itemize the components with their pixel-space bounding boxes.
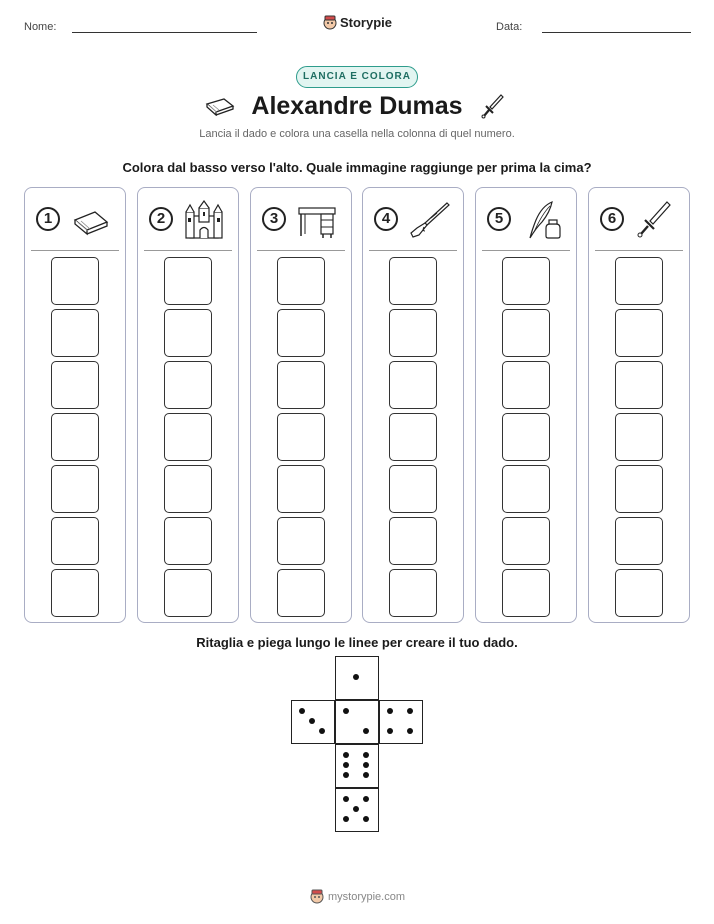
color-box[interactable] — [51, 413, 99, 461]
die-pip — [353, 674, 359, 680]
die-pip — [387, 708, 393, 714]
color-box[interactable] — [277, 361, 325, 409]
column-6 — [588, 187, 690, 623]
color-box[interactable] — [615, 517, 663, 565]
subtitle: Lancia il dado e colora una casella nella colonna di quel numero. — [199, 128, 515, 140]
color-box[interactable] — [502, 569, 550, 617]
column-number: 5 — [487, 207, 511, 231]
color-box[interactable] — [615, 309, 663, 357]
quill-ink-icon — [520, 200, 564, 240]
die-pip — [343, 762, 349, 768]
color-box[interactable] — [502, 517, 550, 565]
color-box[interactable] — [615, 465, 663, 513]
color-box[interactable] — [389, 413, 437, 461]
color-box[interactable] — [164, 257, 212, 305]
color-box[interactable] — [615, 569, 663, 617]
color-box[interactable] — [51, 257, 99, 305]
brand-name: Storypie — [339, 15, 392, 30]
color-box[interactable] — [164, 413, 212, 461]
die-face-6 — [335, 744, 379, 788]
castle-icon — [182, 200, 226, 240]
column-divider — [369, 250, 457, 251]
color-box[interactable] — [389, 517, 437, 565]
color-box[interactable] — [389, 569, 437, 617]
footer-url[interactable]: mystorypie.com — [327, 891, 406, 903]
color-box[interactable] — [277, 517, 325, 565]
column-4 — [362, 187, 464, 623]
column-number: 1 — [36, 207, 60, 231]
date-line[interactable] — [542, 32, 691, 33]
column-number: 4 — [374, 207, 398, 231]
column-number: 3 — [262, 207, 286, 231]
die-pip — [343, 772, 349, 778]
color-box[interactable] — [164, 569, 212, 617]
color-box[interactable] — [389, 257, 437, 305]
die-pip — [363, 728, 369, 734]
color-box[interactable] — [277, 309, 325, 357]
color-box[interactable] — [51, 517, 99, 565]
die-pip — [353, 806, 359, 812]
column-divider — [595, 250, 683, 251]
color-box[interactable] — [615, 361, 663, 409]
activity-badge: LANCIA E COLORA — [296, 66, 418, 88]
color-box[interactable] — [389, 361, 437, 409]
coloring-instruction: Colora dal basso verso l'alto. Quale immagine raggiunge per prima la cima? — [122, 160, 592, 175]
color-box[interactable] — [51, 361, 99, 409]
column-divider — [257, 250, 345, 251]
column-2 — [137, 187, 239, 623]
color-box[interactable] — [615, 413, 663, 461]
color-box[interactable] — [277, 465, 325, 513]
die-face-5 — [335, 788, 379, 832]
die-pip — [363, 762, 369, 768]
sword-icon — [633, 200, 677, 240]
die-face-2 — [335, 700, 379, 744]
die-pip — [387, 728, 393, 734]
die-pip — [363, 752, 369, 758]
storypie-mascot-icon — [322, 14, 338, 30]
cut-instruction: Ritaglia e piega lungo le linee per creare il tuo dado. — [196, 635, 518, 650]
column-3 — [250, 187, 352, 623]
column-number: 2 — [149, 207, 173, 231]
color-box[interactable] — [615, 257, 663, 305]
color-box[interactable] — [277, 569, 325, 617]
die-pip — [343, 752, 349, 758]
color-box[interactable] — [502, 465, 550, 513]
color-box[interactable] — [164, 465, 212, 513]
column-divider — [31, 250, 119, 251]
footer — [0, 888, 714, 904]
column-divider — [144, 250, 232, 251]
die-pip — [299, 708, 305, 714]
musket-icon — [407, 200, 451, 240]
name-line[interactable] — [72, 32, 257, 33]
die-face-3 — [291, 700, 335, 744]
die-face-1 — [335, 656, 379, 700]
page-title: Alexandre Dumas — [251, 92, 463, 120]
die-pip — [319, 728, 325, 734]
color-box[interactable] — [502, 309, 550, 357]
color-box[interactable] — [502, 413, 550, 461]
die-pip — [407, 708, 413, 714]
die-pip — [363, 816, 369, 822]
column-number: 6 — [600, 207, 624, 231]
die-pip — [363, 772, 369, 778]
color-box[interactable] — [51, 465, 99, 513]
die-pip — [363, 796, 369, 802]
column-1 — [24, 187, 126, 623]
color-box[interactable] — [277, 413, 325, 461]
column-5 — [475, 187, 577, 623]
die-pip — [309, 718, 315, 724]
color-box[interactable] — [502, 257, 550, 305]
brand-logo — [0, 14, 714, 30]
die-pip — [407, 728, 413, 734]
name-label: Nome: — [24, 21, 57, 33]
die-pip — [343, 708, 349, 714]
sword-icon — [480, 92, 506, 122]
color-box[interactable] — [502, 361, 550, 409]
color-box[interactable] — [51, 569, 99, 617]
column-divider — [482, 250, 570, 251]
die-face-4 — [379, 700, 423, 744]
color-box[interactable] — [389, 465, 437, 513]
storypie-mascot-icon — [309, 888, 325, 904]
color-box[interactable] — [277, 257, 325, 305]
desk-icon — [295, 200, 339, 240]
date-label: Data: — [496, 21, 523, 33]
color-box[interactable] — [164, 361, 212, 409]
color-box[interactable] — [51, 309, 99, 357]
color-box[interactable] — [389, 309, 437, 357]
book-icon — [69, 200, 113, 240]
die-pip — [343, 796, 349, 802]
color-box[interactable] — [164, 517, 212, 565]
color-box[interactable] — [164, 309, 212, 357]
die-pip — [343, 816, 349, 822]
